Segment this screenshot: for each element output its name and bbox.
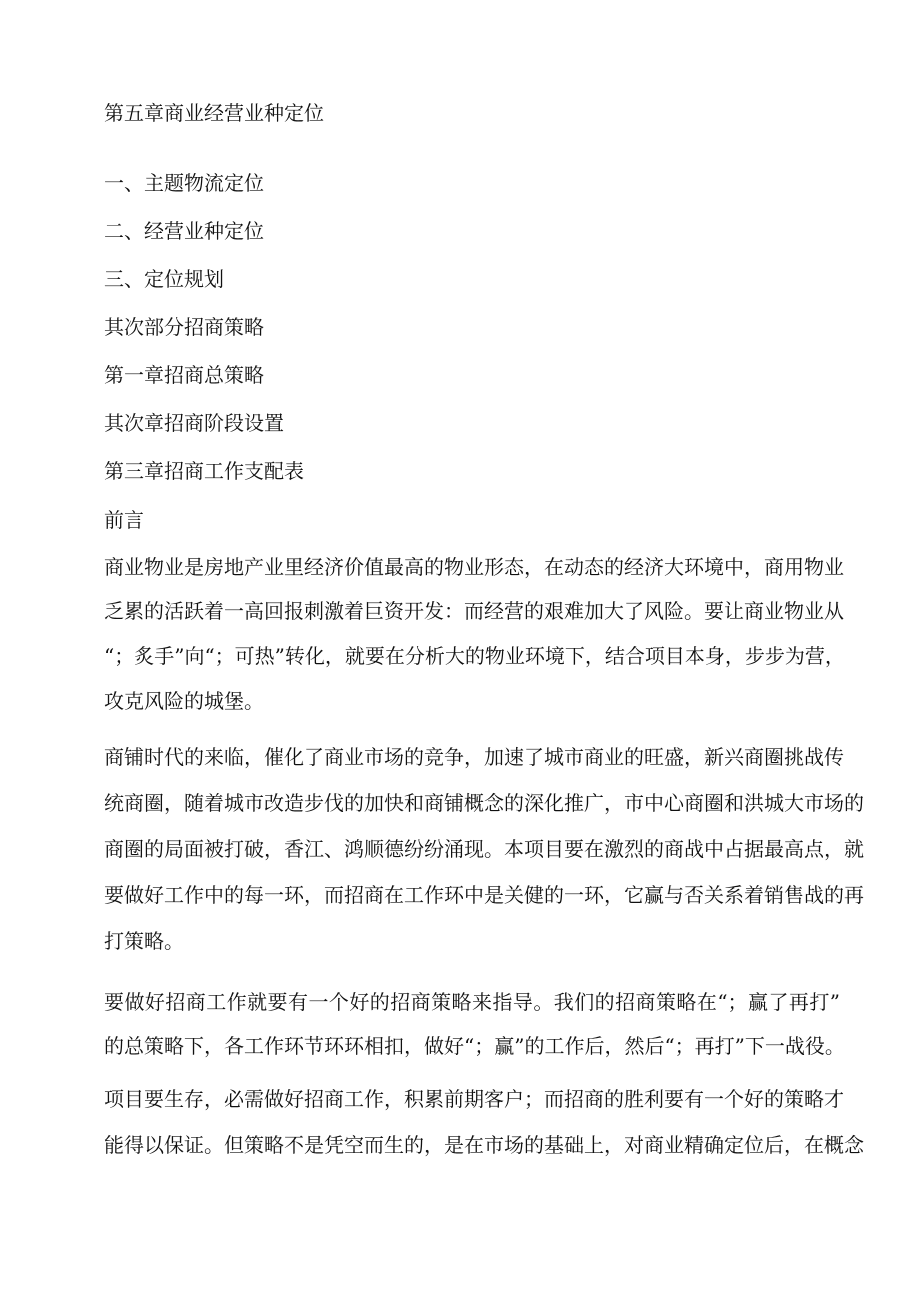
toc-line-part2: 其次部分招商策略: [104, 315, 264, 339]
paragraph-line: 项目要生存，必需做好招商工作，积累前期客户；而招商的胜利要有一个好的策略才: [104, 1087, 844, 1111]
toc-line-chapter1: 第一章招商总策略: [104, 363, 264, 387]
paragraph-line: 攻克风险的城堡。: [104, 689, 264, 713]
toc-line-chapter5: 第五章商业经营业种定位: [104, 101, 324, 125]
paragraph-line: 商业物业是房地产业里经济价值最高的物业形态，在动态的经济大环境中，商用物业: [104, 555, 844, 579]
toc-line-2: 二、经营业种定位: [104, 219, 264, 243]
paragraph-line: 要做好工作中的每一环，而招商在工作环中是关健的一环，它赢与否关系着销售战的再: [104, 883, 864, 907]
paragraph-line: 的总策略下，各工作环节环环相扣，做好“；赢”的工作后，然后“；再打”下一战役。: [104, 1034, 845, 1058]
preface-heading: 前言: [104, 508, 144, 532]
toc-line-chapter2: 其次章招商阶段设置: [104, 411, 284, 435]
paragraph-line: 要做好招商工作就要有一个好的招商策略来指导。我们的招商策略在“；赢了再打”: [104, 990, 840, 1014]
toc-line-1: 一、主题物流定位: [104, 171, 264, 195]
toc-line-chapter3: 第三章招商工作支配表: [104, 459, 304, 483]
paragraph-line: 能得以保证。但策略不是凭空而生的，是在市场的基础上，对商业精确定位后，在概念: [104, 1133, 864, 1157]
paragraph-line: 商铺时代的来临，催化了商业市场的竞争，加速了城市商业的旺盛，新兴商圈挑战传: [104, 745, 844, 769]
paragraph-line: “；炙手”向“；可热”转化，就要在分析大的物业环境下，结合项目本身，步步为营，: [104, 644, 845, 668]
paragraph-line: 统商圈，随着城市改造步伐的加快和商铺概念的深化推广，市中心商圈和洪城大市场的: [104, 791, 864, 815]
toc-line-3: 三、定位规划: [104, 267, 224, 291]
paragraph-line: 商圈的局面被打破，香江、鸿顺德纷纷涌现。本项目要在激烈的商战中占据最高点，就: [104, 837, 864, 861]
paragraph-line: 乏累的活跃着一高回报刺激着巨资开发：而经营的艰难加大了风险。要让商业物业从: [104, 599, 844, 623]
paragraph-line: 打策略。: [104, 929, 184, 953]
